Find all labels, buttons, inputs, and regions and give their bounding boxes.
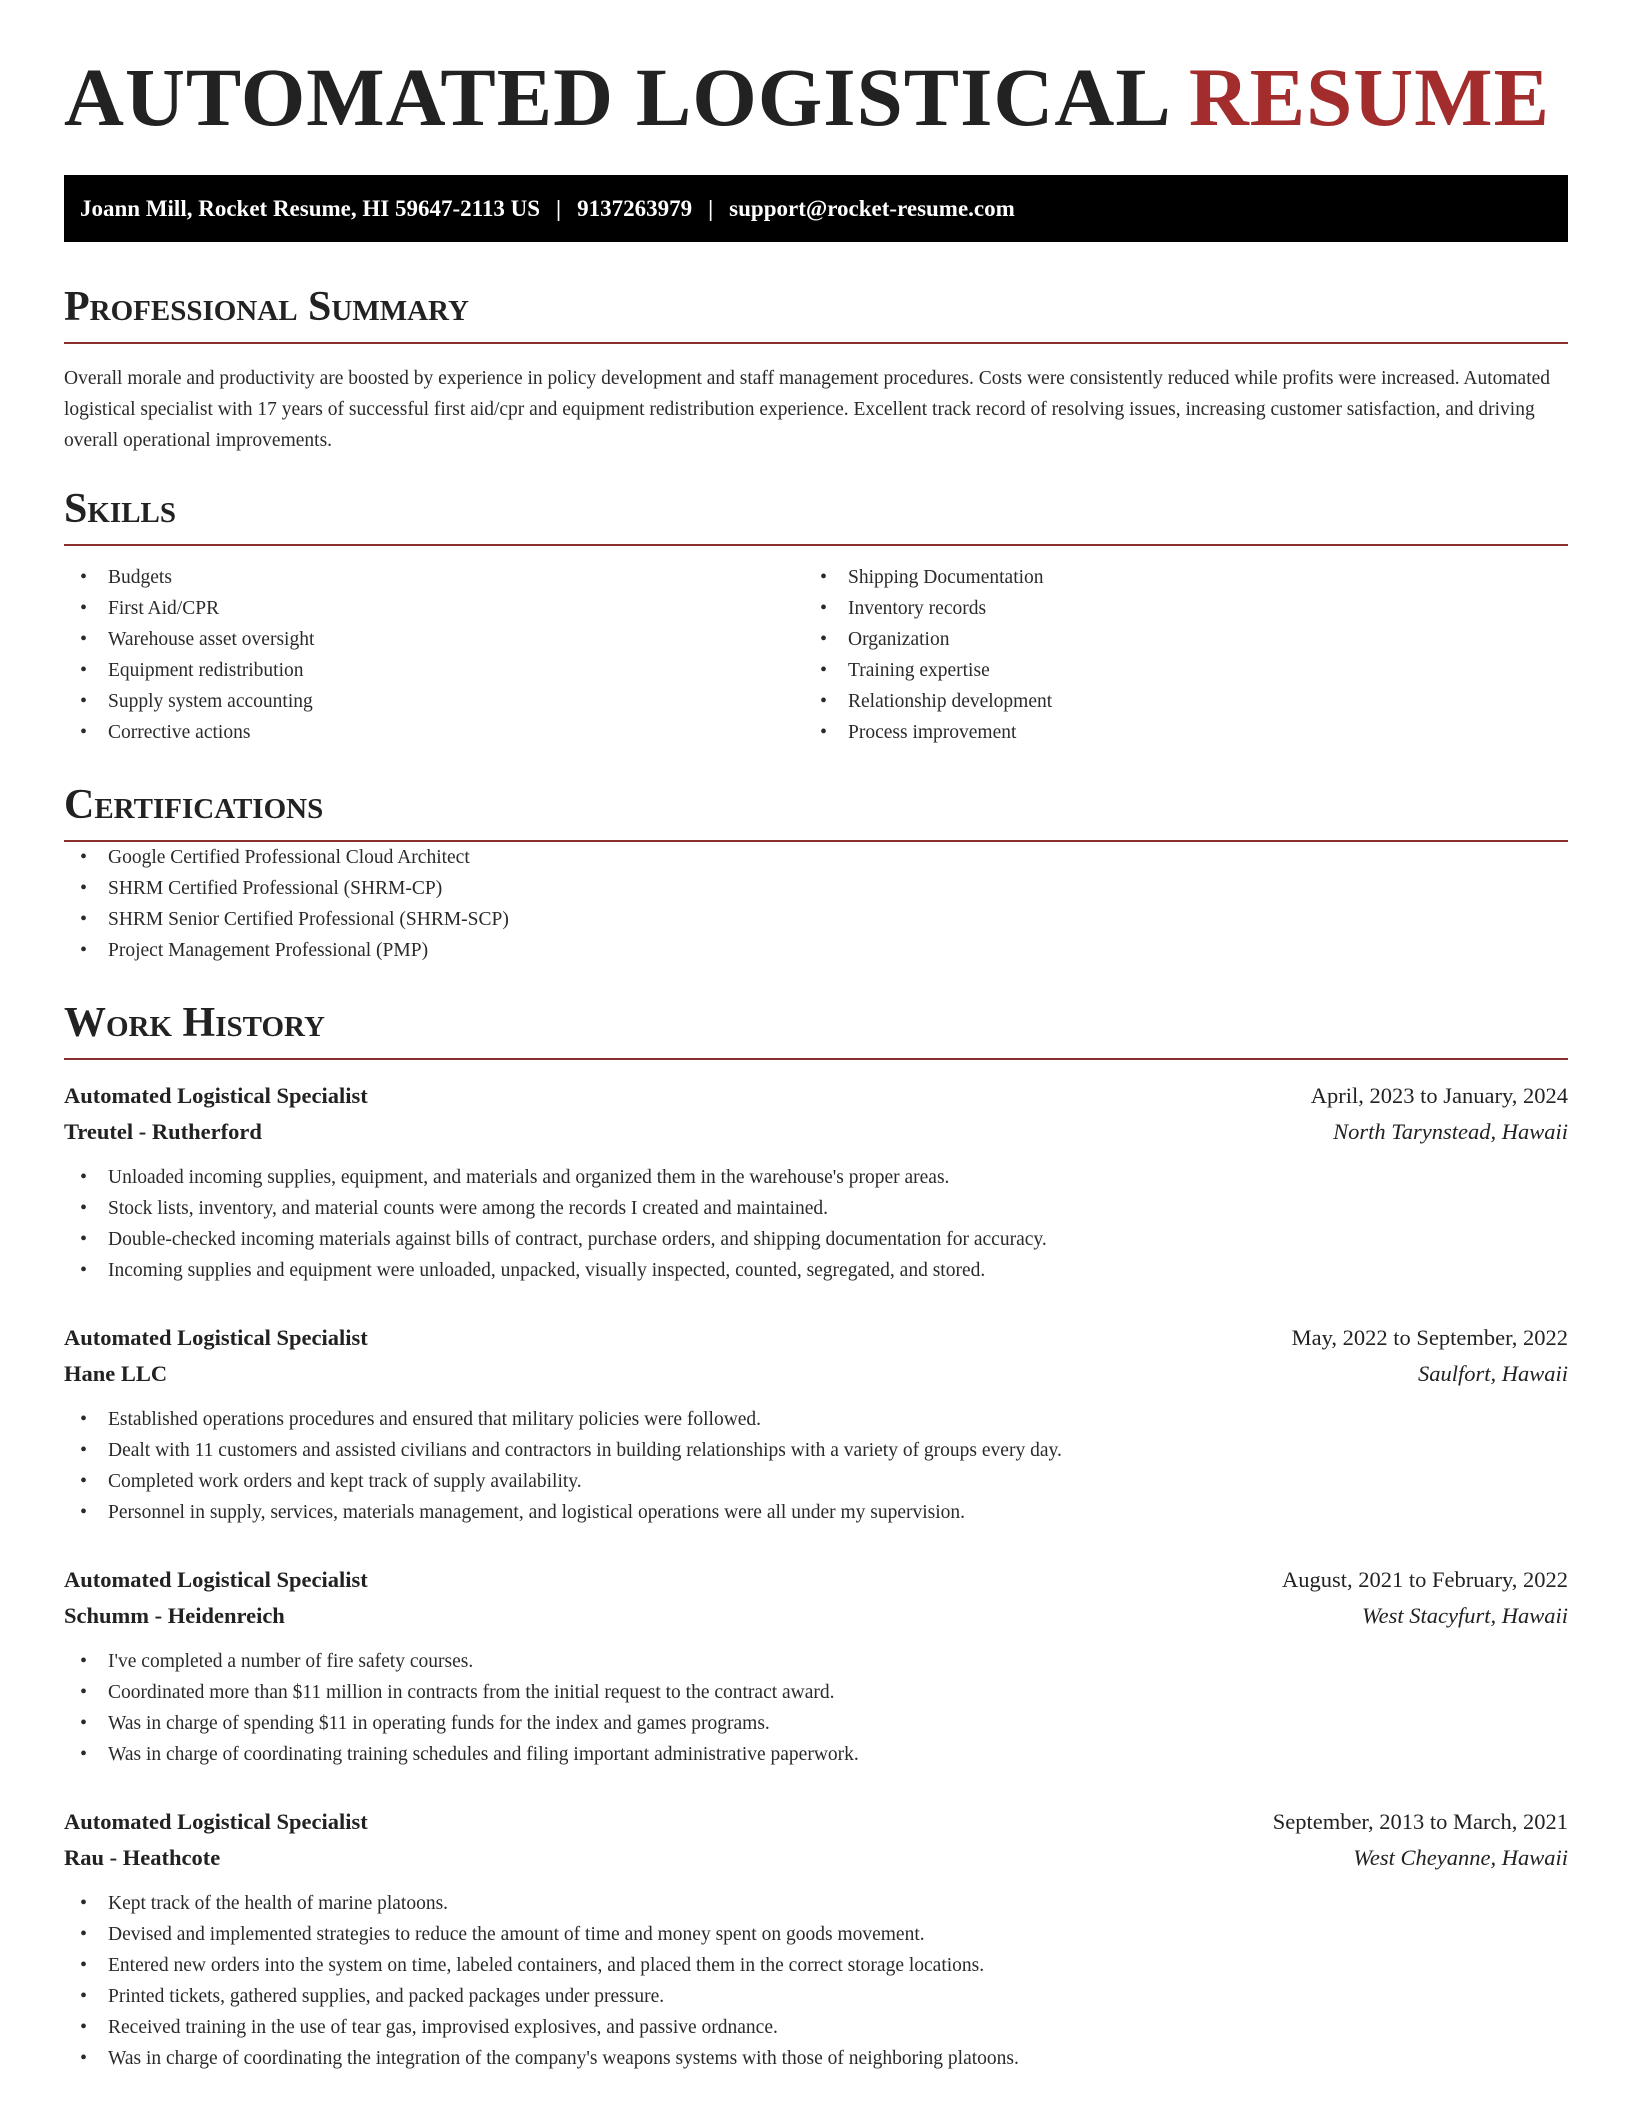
skill-item: • Relationship development: [804, 686, 1544, 717]
job-title: Automated Logistical Specialist: [64, 1809, 368, 1834]
job-location: North Tarynstead, Hawaii: [1333, 1119, 1568, 1144]
job-location: Saulfort, Hawaii: [1417, 1361, 1568, 1386]
job-company: Rau - Heathcote: [64, 1845, 221, 1870]
job-title: Automated Logistical Specialist: [64, 1083, 368, 1108]
job-duty-item: • Devised and implemented strategies to reduce the amount of time and money spent on goods movement.: [64, 1919, 1568, 1950]
certifications-list: [64, 842, 1568, 966]
job-location: West Cheyanne, Hawaii: [1353, 1845, 1568, 1870]
summary-heading: Professional Summary: [64, 286, 1568, 344]
job-duties-list: [64, 1162, 1568, 1286]
certification-item: • Project Management Professional (PMP): [64, 935, 1568, 966]
job-duty-item: • Established operations procedures and ensured that military policies were followed.: [64, 1404, 1568, 1435]
job-header-row: [64, 1078, 1568, 1114]
certification-item: • SHRM Certified Professional (SHRM-CP): [64, 873, 1568, 904]
job-duty-item: • Was in charge of coordinating the integration of the company's weapons systems with those of neighboring platoons.: [64, 2043, 1568, 2074]
job-title: Automated Logistical Specialist: [64, 1567, 368, 1592]
job-entry: [64, 1804, 1568, 2074]
job-duty-item: • Printed tickets, gathered supplies, and packed packages under pressure.: [64, 1981, 1568, 2012]
contact-email[interactable]: support@rocket-resume.com: [729, 195, 1015, 221]
job-company-row: [64, 1598, 1568, 1634]
job-duty-item: • Unloaded incoming supplies, equipment, and materials and organized them in the warehouse's proper areas.: [64, 1162, 1568, 1193]
title-accent: RESUME: [1188, 51, 1550, 143]
job-duties-list: [64, 1404, 1568, 1528]
skills-heading: Skills: [64, 488, 1568, 546]
skill-item: • Process improvement: [804, 717, 1544, 748]
job-duty-item: • Dealt with 11 customers and assisted civilians and contractors in building relationships with a variety of groups every day.: [64, 1435, 1568, 1466]
job-company: Hane LLC: [64, 1361, 168, 1386]
job-company-row: [64, 1840, 1568, 1876]
resume-title: [64, 51, 1568, 143]
skill-item: • Warehouse asset oversight: [64, 624, 804, 655]
skill-item: • Corrective actions: [64, 717, 804, 748]
job-duty-item: • Entered new orders into the system on time, labeled containers, and placed them in the correct storage locations.: [64, 1950, 1568, 1981]
certification-item: • Google Certified Professional Cloud Architect: [64, 842, 1568, 873]
summary-text: Overall morale and productivity are boosted by experience in policy development and staff management procedures. Costs were consistently reduced while profits were increased. Automated logistical specialist with 17 years of successful first aid/cpr and equipment redistribution experience. Excellent track record of resolving issues, increasing customer satisfaction, and driving overall operational improvements.: [64, 368, 1551, 451]
job-dates: September, 2013 to March, 2021: [1272, 1809, 1568, 1834]
job-duty-item: • Kept track of the health of marine platoons.: [64, 1888, 1568, 1919]
job-duty-item: • I've completed a number of fire safety courses.: [64, 1646, 1568, 1677]
job-location: West Stacyfurt, Hawaii: [1361, 1603, 1568, 1628]
job-entry: [64, 1078, 1568, 1286]
job-entry: [64, 1320, 1568, 1528]
contact-address: Joann Mill, Rocket Resume, HI 59647-2113 US: [80, 195, 540, 221]
skill-item: • Inventory records: [804, 593, 1544, 624]
job-duty-item: • Was in charge of spending $11 in operating funds for the index and games programs.: [64, 1708, 1568, 1739]
job-duty-item: • Double-checked incoming materials against bills of contract, purchase orders, and shipping documentation for accuracy.: [64, 1224, 1568, 1255]
skill-item: • Budgets: [64, 562, 804, 593]
title-main: AUTOMATED LOGISTICAL: [64, 51, 1168, 143]
job-dates: August, 2021 to February, 2022: [1281, 1567, 1568, 1592]
job-company-row: [64, 1356, 1568, 1392]
contact-separator: |: [708, 195, 714, 221]
job-duty-item: • Incoming supplies and equipment were unloaded, unpacked, visually inspected, counted, segregated, and stored.: [64, 1255, 1568, 1286]
contact-bar: [64, 175, 1568, 242]
job-header-row: [64, 1320, 1568, 1356]
skill-item: • Training expertise: [804, 655, 1544, 686]
job-duties-list: [64, 1888, 1568, 2074]
skill-item: • Supply system accounting: [64, 686, 804, 717]
job-duty-item: • Stock lists, inventory, and material counts were among the records I created and maintained.: [64, 1193, 1568, 1224]
job-duty-item: • Completed work orders and kept track of supply availability.: [64, 1466, 1568, 1497]
job-entry: [64, 1562, 1568, 1770]
job-duties-list: [64, 1646, 1568, 1770]
job-duty-item: • Received training in the use of tear gas, improvised explosives, and passive ordnance.: [64, 2012, 1568, 2043]
skill-item: • Organization: [804, 624, 1544, 655]
resume-page: [64, 0, 1568, 2074]
skill-item: • First Aid/CPR: [64, 593, 804, 624]
job-dates: May, 2022 to September, 2022: [1291, 1325, 1568, 1350]
certification-item: • SHRM Senior Certified Professional (SHRM-SCP): [64, 904, 1568, 935]
skill-item: • Shipping Documentation: [804, 562, 1544, 593]
contact-separator: |: [556, 195, 562, 221]
work-history-heading: Work History: [64, 1002, 1568, 1060]
job-dates: April, 2023 to January, 2024: [1310, 1083, 1568, 1108]
job-company: Treutel - Rutherford: [64, 1119, 262, 1144]
skills-column-right: [804, 562, 1544, 748]
job-company: Schumm - Heidenreich: [64, 1603, 285, 1628]
certifications-heading: Certifications: [64, 784, 1568, 842]
job-duty-item: • Personnel in supply, services, materials management, and logistical operations were all under my supervision.: [64, 1497, 1568, 1528]
job-duty-item: • Was in charge of coordinating training schedules and filing important administrative paperwork.: [64, 1739, 1568, 1770]
job-company-row: [64, 1114, 1568, 1150]
job-title: Automated Logistical Specialist: [64, 1325, 368, 1350]
contact-phone[interactable]: 9137263979: [577, 195, 693, 221]
job-header-row: [64, 1804, 1568, 1840]
skills-column-left: [64, 562, 804, 748]
skills-list: [64, 562, 1568, 748]
job-duty-item: • Coordinated more than $11 million in contracts from the initial request to the contract award.: [64, 1677, 1568, 1708]
job-header-row: [64, 1562, 1568, 1598]
skill-item: • Equipment redistribution: [64, 655, 804, 686]
